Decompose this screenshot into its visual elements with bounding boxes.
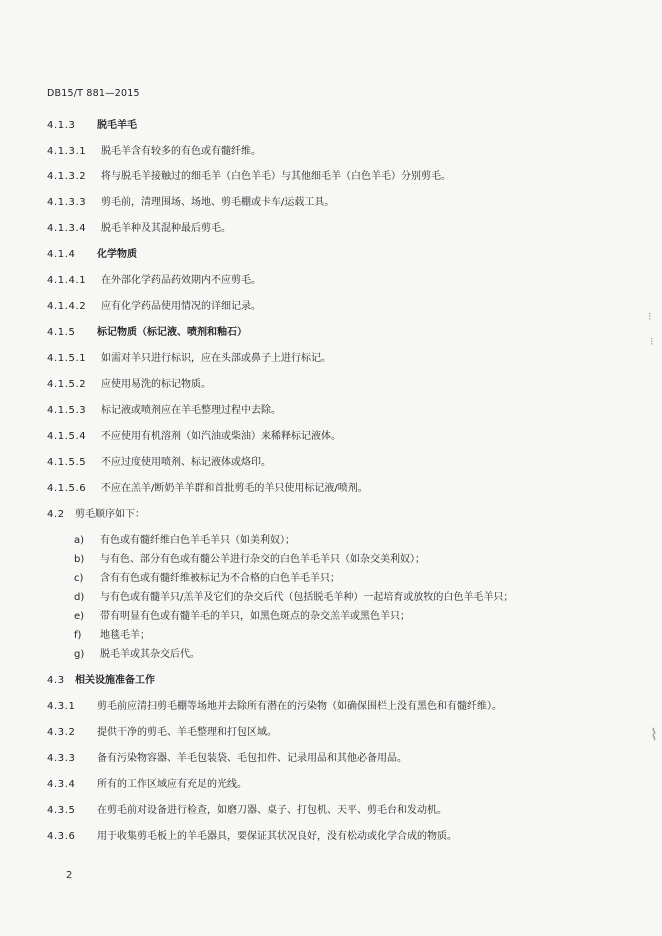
clause-text: 将与脱毛羊接触过的细毛羊（白色羊毛）与其他细毛羊（白色羊毛）分别剪毛。 [101, 171, 451, 182]
list-item [74, 534, 295, 548]
list-item [74, 648, 200, 662]
clause-number: 4.1.5.3 [47, 405, 87, 416]
clause-text: 应有化学药品使用情况的详细记录。 [101, 301, 261, 312]
list-item [74, 591, 513, 605]
clause-4-3-5 [47, 804, 447, 818]
clause-4-3-4 [47, 778, 247, 792]
clause-4-1-4-1 [47, 274, 261, 288]
clause-number: 4.1.3.2 [47, 171, 87, 182]
clause-number: 4.1.5.6 [47, 483, 87, 494]
clause-4-3-2 [47, 726, 277, 740]
clause-text: 应使用易洗的标记物质。 [101, 379, 211, 390]
clause-number: 4.1.5.5 [47, 457, 87, 468]
clause-4-1-5-5 [47, 456, 271, 470]
clause-number: 4.1.3 [47, 120, 76, 131]
clause-4-1-5-2 [47, 378, 211, 392]
scan-artifact-3: ⌇ [650, 725, 658, 744]
clause-4-1-3-4 [47, 222, 231, 236]
scan-artifact-2: ⁝ [650, 335, 654, 348]
clause-number: 4.1.4 [47, 249, 76, 260]
clause-text: 提供干净的剪毛、羊毛整理和打包区域。 [97, 727, 277, 738]
clause-4-3 [47, 674, 155, 688]
list-item-label: e) [74, 611, 85, 622]
clause-text: 剪毛前，清理围场、场地、剪毛棚或卡车/运载工具。 [101, 197, 335, 208]
list-item-label: c) [74, 573, 84, 584]
list-item [74, 553, 425, 567]
list-item-label: a) [74, 535, 85, 546]
clause-text: 不应使用有机溶剂（如汽油或柴油）来稀释标记液体。 [101, 431, 341, 442]
clause-number: 4.1.4.2 [47, 301, 87, 312]
clause-4-1-3-2 [47, 170, 451, 184]
clause-4-1-5-3 [47, 404, 281, 418]
clause-number: 4.1.3.1 [47, 146, 87, 157]
list-item-label: f) [74, 630, 82, 641]
standard-code-header: DB15/T 881—2015 [47, 88, 140, 99]
clause-4-3-6 [47, 830, 457, 844]
clause-4-2 [47, 508, 145, 522]
list-item-text: 有色或有髓纤维白色羊毛羊只（如美利奴）； [100, 535, 295, 546]
list-item-text: 含有有色或有髓纤维被标记为不合格的白色羊毛羊只； [100, 573, 340, 584]
clause-text: 剪毛顺序如下： [75, 509, 145, 520]
list-item-text: 带有明显有色或有髓羊毛的羊只，如黑色斑点的杂交羔羊或黑色羊只； [100, 611, 410, 622]
clause-4-1-5 [47, 326, 247, 340]
clause-4-3-3 [47, 752, 407, 766]
page-number: 2 [66, 870, 73, 881]
clause-text: 化学物质 [97, 249, 137, 260]
clause-4-1-5-4 [47, 430, 341, 444]
clause-number: 4.3.2 [47, 727, 76, 738]
clause-text: 剪毛前应清扫剪毛棚等场地并去除所有潜在的污染物（如确保围栏上没有黑色和有髓纤维）。 [97, 701, 502, 712]
clause-number: 4.3.1 [47, 701, 76, 712]
list-item [74, 572, 340, 586]
clause-4-1-3-3 [47, 196, 334, 210]
scan-artifact: ⁝ [648, 310, 652, 323]
clause-4-1-5-6 [47, 482, 368, 496]
clause-text: 脱毛羊含有较多的有色或有髓纤维。 [101, 146, 261, 157]
clause-text: 不应在羔羊/断奶羊羊群和首批剪毛的羊只使用标记液/喷剂。 [101, 483, 368, 494]
clause-number: 4.1.5.4 [47, 431, 87, 442]
list-item-label: g) [74, 649, 85, 660]
clause-4-1-3-1 [47, 145, 261, 159]
clause-4-1-4 [47, 248, 137, 262]
clause-text: 相关设施准备工作 [75, 675, 155, 686]
clause-text: 不应过度使用喷剂、标记液体或烙印。 [101, 457, 271, 468]
clause-4-1-5-1 [47, 352, 331, 366]
list-item-text: 脱毛羊或其杂交后代。 [100, 649, 200, 660]
clause-number: 4.3.3 [47, 753, 76, 764]
list-item-text: 地毯毛羊； [100, 630, 150, 641]
clause-4-3-1 [47, 700, 502, 714]
clause-number: 4.2 [47, 509, 65, 520]
clause-number: 4.3.5 [47, 805, 76, 816]
clause-number: 4.1.3.3 [47, 197, 87, 208]
clause-number: 4.1.4.1 [47, 275, 87, 286]
clause-text: 备有污染物容器、羊毛包装袋、毛包扣件、记录用品和其他必备用品。 [97, 753, 407, 764]
clause-text: 脱毛羊毛 [97, 120, 137, 131]
clause-number: 4.3.6 [47, 831, 76, 842]
clause-text: 如需对羊只进行标识，应在头部或鼻子上进行标记。 [101, 353, 331, 364]
list-item [74, 629, 150, 643]
clause-number: 4.3 [47, 675, 65, 686]
clause-text: 在外部化学药品药效期内不应剪毛。 [101, 275, 261, 286]
clause-text: 所有的工作区域应有充足的光线。 [97, 779, 247, 790]
clause-number: 4.1.5.1 [47, 353, 87, 364]
clause-number: 4.1.3.4 [47, 223, 87, 234]
list-item-text: 与有色、部分有色或有髓公羊进行杂交的白色羊毛羊只（如杂交美利奴）； [100, 554, 425, 565]
list-item-text: 与有色或有髓羊只/羔羊及它们的杂交后代（包括脱毛羊种）一起培育或放牧的白色羊毛羊只； [100, 592, 514, 603]
clause-text: 用于收集剪毛板上的羊毛器具，要保证其状况良好，没有松动或化学合成的物质。 [97, 831, 457, 842]
list-item-label: b) [74, 554, 85, 565]
clause-text: 标记物质（标记液、喷剂和釉石） [97, 327, 247, 338]
clause-text: 标记液或喷剂应在羊毛整理过程中去除。 [101, 405, 281, 416]
list-item [74, 610, 410, 624]
clause-number: 4.1.5 [47, 327, 76, 338]
clause-4-1-3 [47, 119, 137, 133]
clause-text: 在剪毛前对设备进行检查，如磨刀器、桌子、打包机、天平、剪毛台和发动机。 [97, 805, 447, 816]
clause-4-1-4-2 [47, 300, 261, 314]
list-item-label: d) [74, 592, 85, 603]
clause-number: 4.1.5.2 [47, 379, 87, 390]
clause-text: 脱毛羊种及其混种最后剪毛。 [101, 223, 231, 234]
clause-number: 4.3.4 [47, 779, 76, 790]
